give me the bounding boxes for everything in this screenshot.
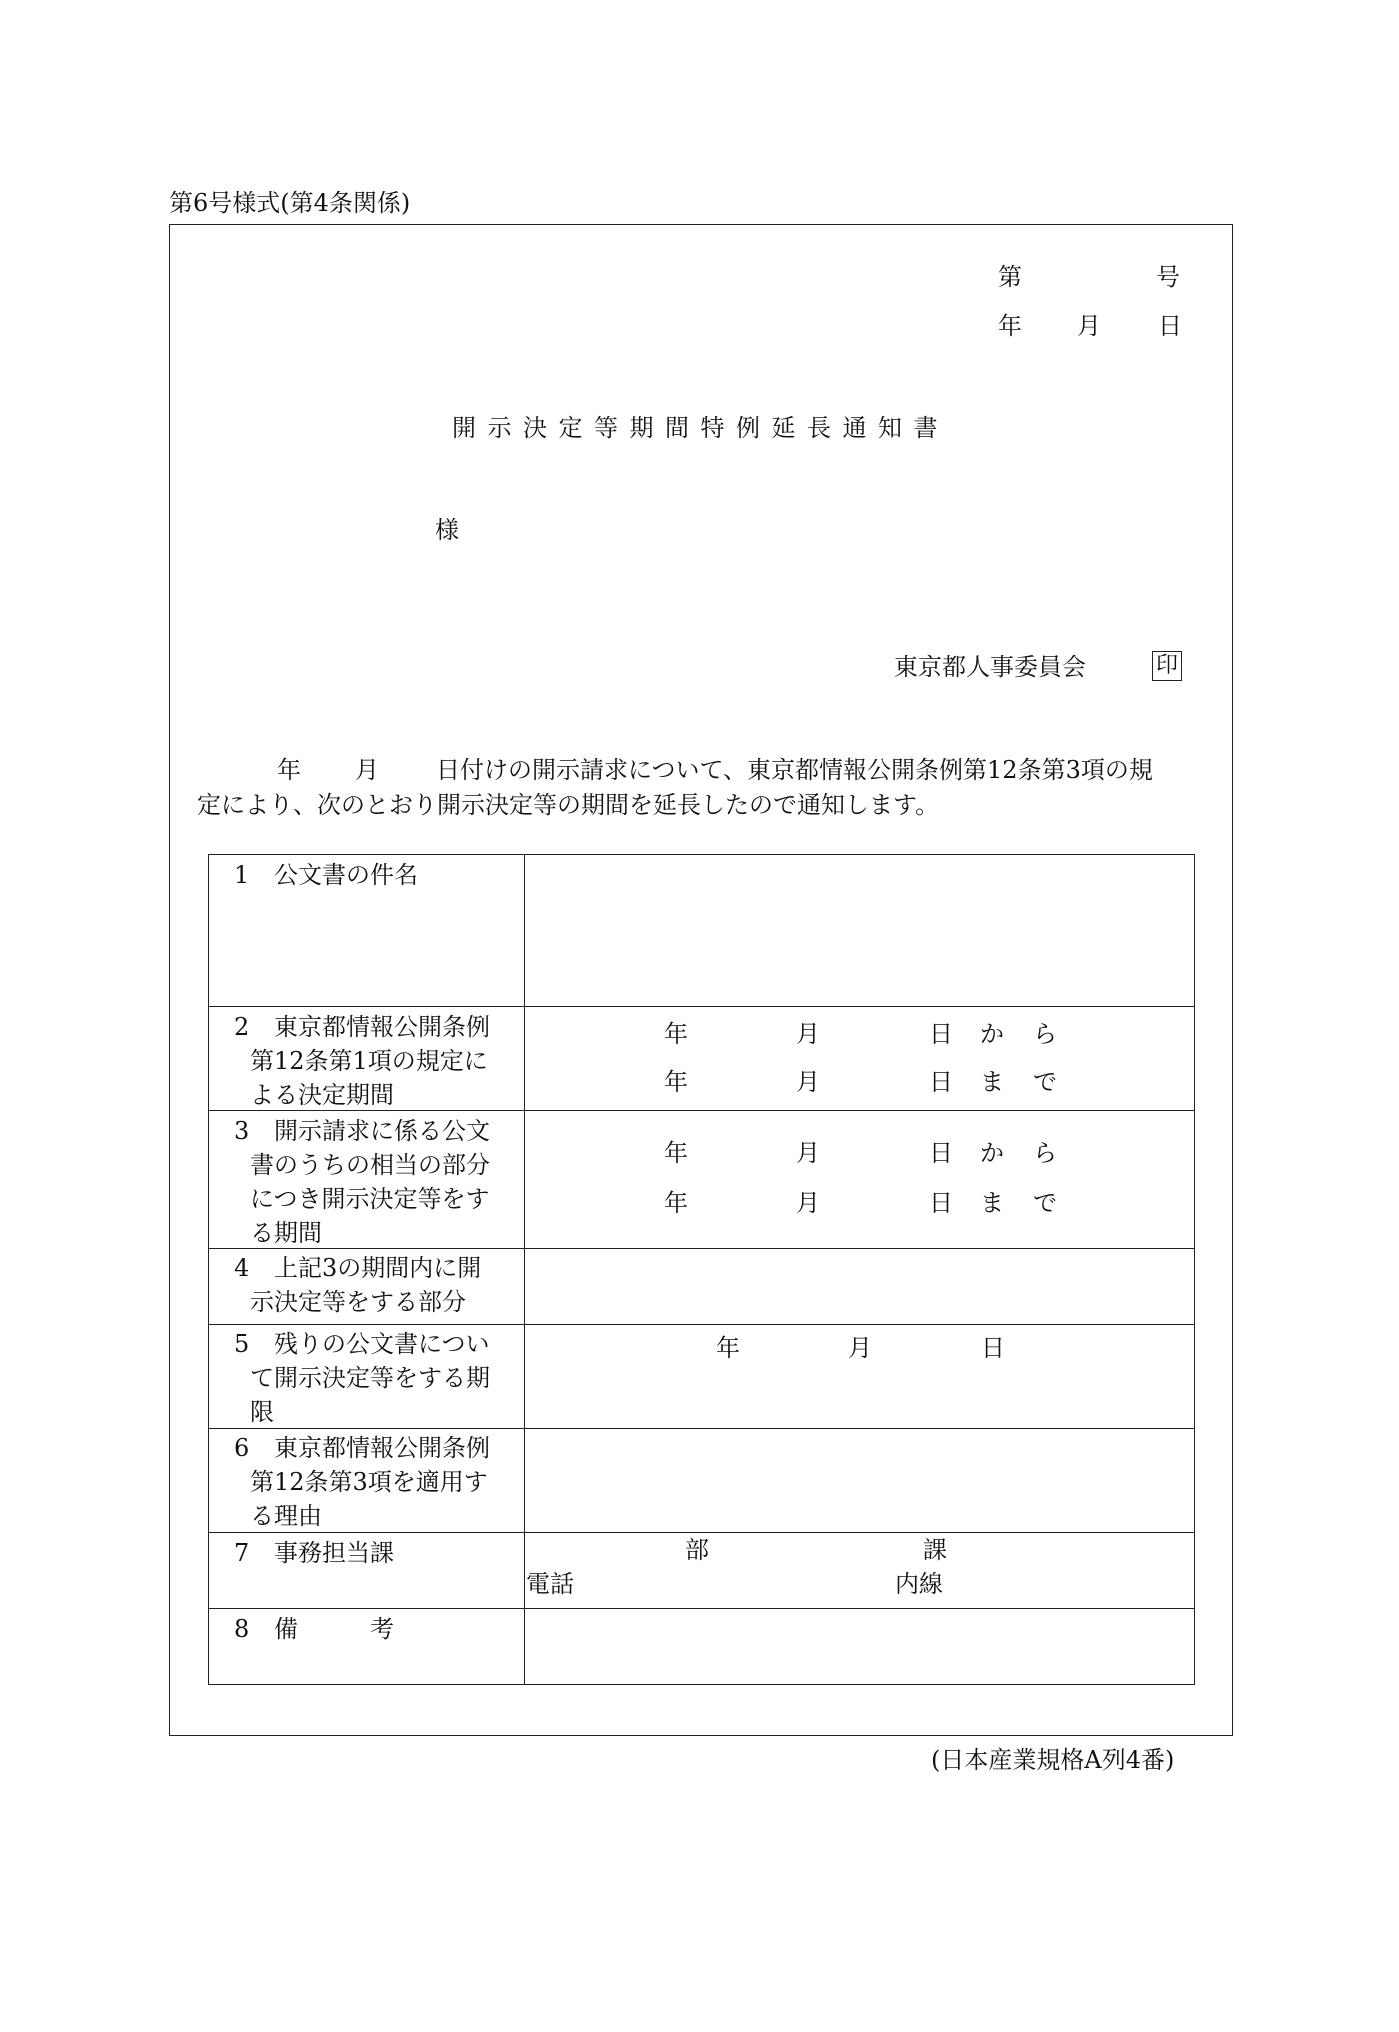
seal-mark: 印 bbox=[1152, 651, 1182, 681]
period-2-from-ka: か bbox=[980, 1020, 1004, 1048]
table-column-divider bbox=[524, 855, 525, 1684]
period-2-until-ma: ま bbox=[980, 1068, 1004, 1096]
period-3-from-ka: か bbox=[980, 1139, 1004, 1167]
row-7-label: 7 事務担当課 bbox=[234, 1539, 394, 1567]
period-2-until-day: 日 bbox=[929, 1068, 953, 1096]
row-3-label: 3 開示請求に係る公文 書のうちの相当の部分 につき開示決定等をす る期間 bbox=[234, 1117, 490, 1247]
body-line1: 日付けの開示請求について、東京都情報公開条例第12条第3項の規 bbox=[436, 756, 1153, 784]
row-divider bbox=[209, 1006, 1194, 1007]
row-6-label: 6 東京都情報公開条例 第12条第3項を適用す る理由 bbox=[234, 1434, 490, 1530]
period-2-until-de: で bbox=[1033, 1068, 1057, 1096]
period-3-until-month: 月 bbox=[796, 1189, 820, 1217]
form-header: 第6号様式(第4条関係) bbox=[169, 189, 411, 217]
deadline-year: 年 bbox=[716, 1334, 740, 1362]
office-phone-label: 電話 bbox=[526, 1570, 574, 1598]
period-2-until-year: 年 bbox=[664, 1068, 688, 1096]
office-extension-label: 内線 bbox=[895, 1570, 943, 1598]
period-2-from-ra: ら bbox=[1033, 1020, 1057, 1048]
period-2-from-day: 日 bbox=[929, 1020, 953, 1048]
issuer-name: 東京都人事委員会 bbox=[894, 653, 1086, 681]
period-3-from-ra: ら bbox=[1033, 1139, 1057, 1167]
date-month: 月 bbox=[1077, 312, 1101, 340]
row-divider bbox=[209, 1324, 1194, 1325]
period-2-from-month: 月 bbox=[796, 1020, 820, 1048]
row-5-label: 5 残りの公文書につい て開示決定等をする期 限 bbox=[234, 1330, 490, 1426]
office-department: 部 bbox=[685, 1536, 709, 1564]
row-2-label: 2 東京都情報公開条例 第12条第1項の規定に よる決定期間 bbox=[234, 1013, 490, 1109]
office-section: 課 bbox=[923, 1536, 947, 1564]
row-divider bbox=[209, 1608, 1194, 1609]
period-3-from-day: 日 bbox=[929, 1139, 953, 1167]
addressee-suffix: 様 bbox=[435, 516, 459, 544]
period-3-until-year: 年 bbox=[664, 1189, 688, 1217]
date-year: 年 bbox=[998, 312, 1022, 340]
body-month: 月 bbox=[355, 756, 379, 784]
deadline-month: 月 bbox=[848, 1334, 872, 1362]
number-prefix: 第 bbox=[998, 263, 1022, 291]
deadline-day: 日 bbox=[981, 1334, 1005, 1362]
row-8-label: 8 備 考 bbox=[234, 1615, 394, 1643]
body-year: 年 bbox=[277, 756, 301, 784]
period-3-from-year: 年 bbox=[664, 1139, 688, 1167]
period-2-from-year: 年 bbox=[664, 1020, 688, 1048]
period-3-from-month: 月 bbox=[796, 1139, 820, 1167]
paper-size-note: (日本産業規格A列4番) bbox=[931, 1746, 1175, 1774]
number-suffix: 号 bbox=[1156, 263, 1180, 291]
date-day: 日 bbox=[1158, 312, 1182, 340]
body-line2: 定により、次のとおり開示決定等の期間を延長したので通知します。 bbox=[197, 791, 940, 819]
period-3-until-day: 日 bbox=[929, 1189, 953, 1217]
row-4-label: 4 上記3の期間内に開 示決定等をする部分 bbox=[234, 1254, 482, 1316]
period-3-until-de: で bbox=[1033, 1189, 1057, 1217]
period-3-until-ma: ま bbox=[980, 1189, 1004, 1217]
period-2-until-month: 月 bbox=[796, 1068, 820, 1096]
row-1-label: 1 公文書の件名 bbox=[234, 861, 418, 889]
document-title: 開示決定等期間特例延長通知書 bbox=[452, 414, 949, 442]
